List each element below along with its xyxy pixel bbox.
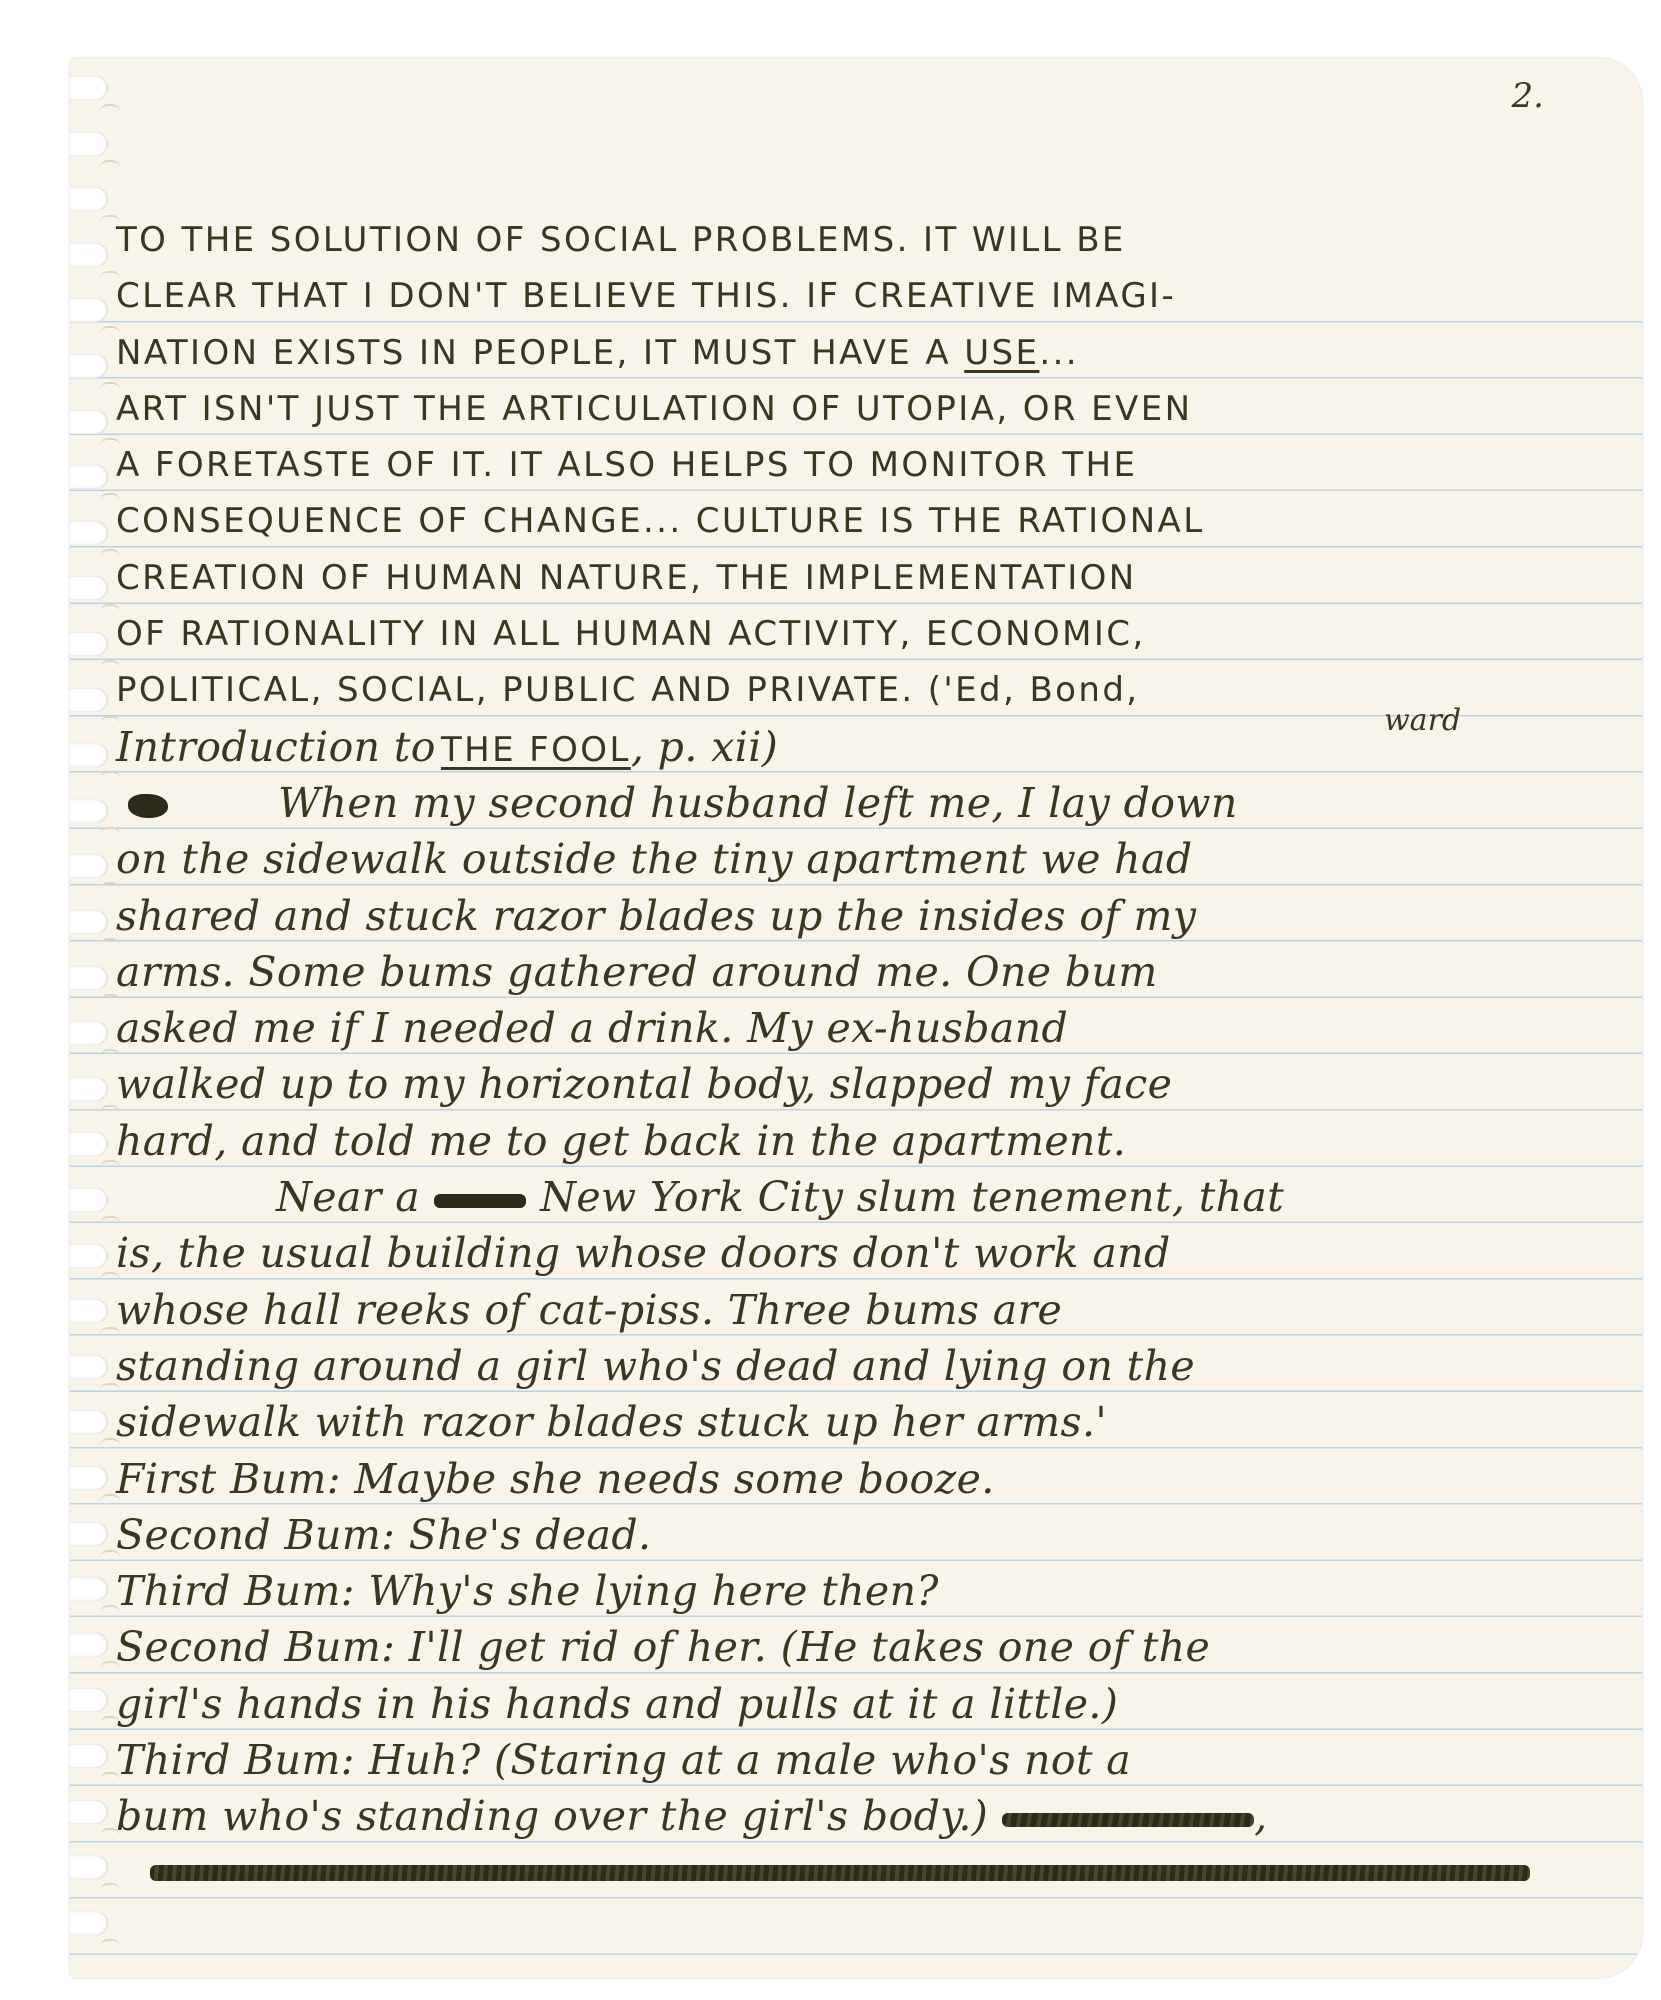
perforation-hole bbox=[70, 1077, 108, 1101]
perforation-hole bbox=[70, 1577, 108, 1601]
notebook-page bbox=[70, 58, 1642, 1978]
crossed-out-line bbox=[116, 1845, 1616, 1901]
scene-line-1 bbox=[116, 1169, 1616, 1225]
perforation-hole bbox=[70, 1855, 108, 1879]
quote-line-2: CLEAR THAT I DON'T BELIEVE THIS. IF CREATIVE IMAGI- bbox=[116, 276, 1177, 317]
perforation-hole bbox=[70, 1800, 108, 1824]
perforation-hole bbox=[70, 1021, 108, 1045]
perforation-hole bbox=[70, 1466, 108, 1490]
perforation-hole bbox=[70, 854, 108, 878]
perforation-hole bbox=[70, 1355, 108, 1379]
quote-line-8: OF RATIONALITY IN ALL HUMAN ACTIVITY, ECONOMIC, bbox=[116, 614, 1146, 655]
scene-line-3: whose hall reeks of cat-piss. Three bums are bbox=[116, 1285, 1063, 1334]
perforation-hole bbox=[70, 1522, 108, 1546]
scene-line-4: standing around a girl who's dead and lying on the bbox=[116, 1341, 1196, 1390]
perforation-hole bbox=[70, 521, 108, 545]
perforation-hole bbox=[70, 688, 108, 712]
torn-paper-fiber bbox=[100, 160, 120, 168]
quote-line-4: ART ISN'T JUST THE ARTICULATION OF UTOPIA, OR EVEN bbox=[116, 388, 1193, 429]
perforation-hole bbox=[70, 132, 108, 156]
perforation-hole bbox=[70, 1688, 108, 1712]
perforation-hole bbox=[70, 632, 108, 656]
perforation-hole bbox=[70, 1911, 108, 1935]
perforation-hole bbox=[70, 743, 108, 767]
scene-line-1-suffix: New York City slum tenement, that bbox=[540, 1173, 1285, 1222]
torn-paper-fiber bbox=[100, 1939, 120, 1947]
quote-line-3-text: NATION EXISTS IN PEOPLE, IT MUST HAVE A bbox=[116, 332, 951, 373]
narrative-line-7: hard, and told me to get back in the apartment. bbox=[116, 1116, 1127, 1165]
quote-line-3 bbox=[116, 325, 1616, 381]
quote-line-7: CREATION OF HUMAN NATURE, THE IMPLEMENTATION bbox=[116, 557, 1137, 598]
torn-paper-fiber bbox=[100, 104, 120, 112]
perforation-hole bbox=[70, 1633, 108, 1657]
quote-line-6: CONSEQUENCE OF CHANGE... CULTURE IS THE RATIONAL bbox=[116, 501, 1205, 542]
perforation-hole bbox=[70, 1244, 108, 1268]
dialogue-line-7 bbox=[116, 1788, 1616, 1844]
quote-line-9: POLITICAL, SOCIAL, PUBLIC AND PRIVATE. ('Ed, Bond, bbox=[116, 670, 1140, 711]
perforation-hole bbox=[70, 1132, 108, 1156]
scene-line-5: sidewalk with razor blades stuck up her arms.' bbox=[116, 1398, 1108, 1447]
narrative-line-5: asked me if I needed a drink. My ex-husband bbox=[116, 1004, 1069, 1053]
dialogue-line-6: Third Bum: Huh? (Staring at a male who's not a bbox=[116, 1736, 1132, 1785]
scene-line-2: is, the usual building whose doors don't work and bbox=[116, 1229, 1171, 1278]
crossed-out-phrase bbox=[1002, 1813, 1254, 1827]
crossed-out-sentence bbox=[150, 1865, 1530, 1881]
perforation-hole bbox=[70, 1744, 108, 1768]
perforation-hole bbox=[70, 1188, 108, 1212]
citation-prefix: Introduction to bbox=[116, 722, 436, 771]
quote-line-5: A FORETASTE OF IT. IT ALSO HELPS TO MONITOR THE bbox=[116, 445, 1138, 486]
trailing-comma: , bbox=[1254, 1792, 1268, 1841]
dialogue-line-3: Third Bum: Why's she lying here then? bbox=[116, 1567, 939, 1616]
perforation-hole bbox=[70, 799, 108, 823]
narrative-line-1-text: When my second husband left me, I lay down bbox=[278, 778, 1238, 827]
crossed-out-word bbox=[434, 1194, 526, 1208]
narrative-line-2: on the sidewalk outside the tiny apartment we had bbox=[116, 835, 1193, 884]
quote-line-1: TO THE SOLUTION OF SOCIAL PROBLEMS. IT WILL BE bbox=[116, 220, 1126, 260]
perforation-hole bbox=[70, 410, 108, 434]
narrative-line-4: arms. Some bums gathered around me. One bum bbox=[116, 947, 1158, 996]
page-number: 2. bbox=[1511, 76, 1544, 116]
perforation-hole bbox=[70, 243, 108, 267]
ellipsis: ... bbox=[1039, 332, 1079, 373]
narrative-line-6: walked up to my horizontal body, slapped my face bbox=[116, 1060, 1173, 1109]
perforation-hole bbox=[70, 465, 108, 489]
perforation-hole bbox=[70, 576, 108, 600]
perforation-hole bbox=[70, 187, 108, 211]
dialogue-line-5: girl's hands in his hands and pulls at it a little.) bbox=[116, 1679, 1119, 1728]
perforation-hole bbox=[70, 1410, 108, 1434]
perforation-hole bbox=[70, 76, 108, 100]
perforation-hole bbox=[70, 966, 108, 990]
perforation-hole bbox=[70, 298, 108, 322]
scene-line-1-prefix: Near a bbox=[276, 1173, 421, 1222]
handwritten-text bbox=[116, 212, 1616, 1901]
insertion-ward: ward bbox=[1384, 702, 1462, 738]
perforation-hole bbox=[70, 910, 108, 934]
perforation-hole bbox=[70, 1299, 108, 1323]
citation-suffix: , p. xii) bbox=[630, 722, 779, 771]
dialogue-line-1: First Bum: Maybe she needs some booze. bbox=[116, 1454, 995, 1503]
dialogue-line-2: Second Bum: She's dead. bbox=[116, 1510, 652, 1559]
citation-line bbox=[116, 702, 1616, 775]
dialogue-line-4: Second Bum: I'll get rid of her. (He takes one of the bbox=[116, 1623, 1211, 1672]
dialogue-line-7-text: bum who's standing over the girl's body.) bbox=[116, 1792, 989, 1841]
crossed-out-mark bbox=[128, 794, 168, 818]
citation-title: THE FOOL bbox=[440, 729, 631, 770]
narrative-line-3: shared and stuck razor blades up the insides of my bbox=[116, 891, 1197, 940]
perforation-hole bbox=[70, 354, 108, 378]
narrative-line-1 bbox=[116, 775, 1616, 831]
underlined-use: USE bbox=[964, 332, 1040, 373]
